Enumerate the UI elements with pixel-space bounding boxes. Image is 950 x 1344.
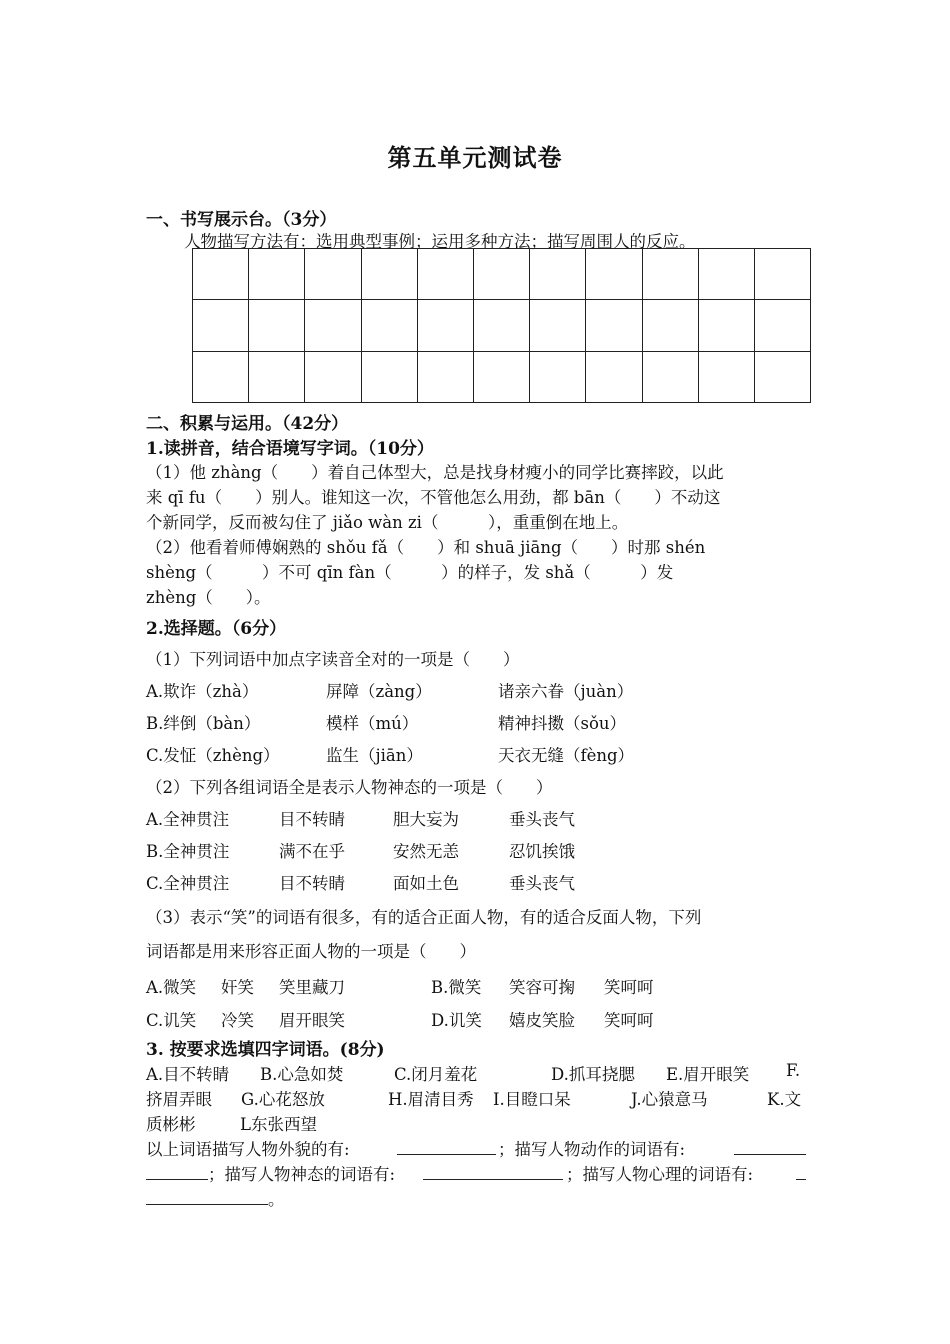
q3-word-k-label: K.文 — [767, 1090, 802, 1109]
q2-sub2-option-c-word2: 目不转睛 — [279, 874, 345, 893]
q3-word-j: J.心猿意马 — [631, 1090, 708, 1109]
q3-word-i: I.目瞪口呆 — [493, 1090, 571, 1109]
q2-heading: 2.选择题。（6分） — [146, 619, 287, 639]
q2-sub3-option-c-word2: 冷笑 — [221, 1011, 254, 1030]
q3-word-k: 质彬彬 — [146, 1115, 196, 1134]
grid-cell[interactable] — [754, 249, 810, 300]
q3-word-l: L东张西望 — [240, 1115, 317, 1134]
q3-fill-expression-blank[interactable] — [423, 1162, 563, 1180]
grid-cell[interactable] — [361, 351, 417, 402]
q2-sub3-option-b-word3: 笑呵呵 — [604, 978, 654, 997]
grid-cell[interactable] — [642, 351, 698, 402]
q2-sub3-option-a-word3: 笑里藏刀 — [279, 978, 345, 997]
q3-fill-appearance-blank[interactable] — [397, 1137, 496, 1155]
grid-cell[interactable] — [642, 249, 698, 300]
q2-sub3-stem-1: （3）表示“笑”的词语有很多，有的适合正面人物，有的适合反面人物，下列 — [146, 908, 702, 927]
q3-fill-action-label: ；描写人物动作的词语有: — [498, 1140, 686, 1159]
grid-cell[interactable] — [417, 351, 473, 402]
q2-sub3-stem-2: 词语都是用来形容正面人物的一项是（ ） — [146, 942, 476, 961]
grid-cell[interactable] — [305, 351, 361, 402]
q1-line-1: （1）他 zhàng（ ）着自己体型大，总是找身材瘦小的同学比赛摔跤，以此 — [146, 463, 724, 482]
q2-sub1-option-a-word2: 屏障（zàng） — [326, 682, 432, 701]
q3-word-g: G.心花怒放 — [241, 1090, 325, 1109]
q3-word-h: H.眉清目秀 — [388, 1090, 474, 1109]
q2-sub3-option-d: D.讥笑 — [431, 1011, 482, 1030]
q3-fill-appearance-label: 以上词语描写人物外貌的有: — [146, 1140, 350, 1159]
grid-cell[interactable] — [193, 300, 249, 351]
grid-row — [193, 351, 811, 402]
grid-cell[interactable] — [305, 300, 361, 351]
q3-heading: 3. 按要求选填四字词语。(8分) — [146, 1040, 385, 1060]
q2-sub2-option-b-word3: 安然无恙 — [393, 842, 459, 861]
grid-cell[interactable] — [473, 249, 529, 300]
q2-sub1-option-b: B.绊倒（bàn） — [146, 714, 261, 733]
grid-cell[interactable] — [698, 300, 754, 351]
grid-cell[interactable] — [361, 249, 417, 300]
q2-sub3-option-c: C.讥笑 — [146, 1011, 197, 1030]
grid-cell[interactable] — [754, 300, 810, 351]
q3-word-f: 挤眉弄眼 — [146, 1090, 212, 1109]
q2-sub1-option-b-word2: 模样（mú） — [326, 714, 419, 733]
q3-fill-psychology-blank[interactable] — [796, 1162, 806, 1180]
q3-end-mark: 。 — [268, 1190, 285, 1209]
q2-sub1-option-b-word3: 精神抖擞（sǒu） — [498, 714, 627, 733]
q3-word-b: B.心急如焚 — [260, 1065, 344, 1084]
grid-cell[interactable] — [754, 351, 810, 402]
q2-sub1-option-c-word3: 天衣无缝（fèng） — [498, 746, 635, 765]
q2-sub3-option-a-word2: 奸笑 — [221, 978, 254, 997]
grid-cell[interactable] — [586, 249, 642, 300]
grid-cell[interactable] — [586, 351, 642, 402]
q2-sub2-option-a-word2: 目不转睛 — [279, 810, 345, 829]
q2-sub2-option-b-word4: 忍饥挨饿 — [509, 842, 575, 861]
q1-line-2: 来 qī fu（ ）别人。谁知这一次，不管他怎么用劲，都 bān（ ）不动这 — [146, 488, 721, 507]
q2-sub1-option-a: A.欺诈（zhà） — [146, 682, 259, 701]
q3-word-f-label: F. — [786, 1061, 801, 1080]
grid-cell[interactable] — [417, 300, 473, 351]
grid-cell[interactable] — [249, 351, 305, 402]
q2-sub2-option-b: B.全神贯注 — [146, 842, 230, 861]
q3-fill-action-blank-cont[interactable] — [146, 1162, 208, 1180]
writing-grid[interactable] — [192, 248, 811, 403]
grid-cell[interactable] — [473, 351, 529, 402]
q2-sub2-option-a-word4: 垂头丧气 — [509, 810, 575, 829]
grid-cell[interactable] — [530, 300, 586, 351]
q2-sub1-option-c: C.发怔（zhèng） — [146, 746, 280, 765]
grid-cell[interactable] — [530, 249, 586, 300]
section1-text: 人物描写方法有：选用典型事例；运用多种方法；描写周围人的反应。 — [184, 232, 696, 251]
q1-line-3: 个新同学，反而被勾住了 jiǎo wàn zi（ ），重重倒在地上。 — [146, 513, 629, 532]
q3-fill-psychology-label: ；描写人物心理的词语有: — [566, 1165, 754, 1184]
q2-sub3-option-d-word3: 笑呵呵 — [604, 1011, 654, 1030]
q1-heading: 1.读拼音，结合语境写字词。（10分） — [146, 439, 434, 459]
grid-cell[interactable] — [473, 300, 529, 351]
q2-sub2-option-a-word3: 胆大妄为 — [393, 810, 459, 829]
section2-heading: 二、积累与运用。（42分） — [146, 414, 349, 434]
q2-sub2-option-a: A.全神贯注 — [146, 810, 230, 829]
q2-sub2-stem: （2）下列各组词语全是表示人物神态的一项是（ ） — [146, 778, 553, 797]
q2-sub2-option-b-word2: 满不在乎 — [279, 842, 345, 861]
q3-fill-action-blank[interactable] — [734, 1137, 806, 1155]
q2-sub2-option-c: C.全神贯注 — [146, 874, 230, 893]
q2-sub1-option-a-word3: 诸亲六眷（juàn） — [498, 682, 634, 701]
q2-sub3-option-b-word2: 笑容可掬 — [509, 978, 575, 997]
grid-cell[interactable] — [642, 300, 698, 351]
q3-fill-expression-label: ；描写人物神态的词语有: — [208, 1165, 396, 1184]
q3-word-d: D.抓耳挠腮 — [551, 1065, 635, 1084]
grid-cell[interactable] — [193, 249, 249, 300]
grid-cell[interactable] — [530, 351, 586, 402]
grid-cell[interactable] — [249, 249, 305, 300]
q3-word-c: C.闭月羞花 — [394, 1065, 478, 1084]
q1-line-5: shèng（ ）不可 qīn fàn（ ）的样子，发 shǎ（ ）发 — [146, 563, 674, 582]
q2-sub3-option-a: A.微笑 — [146, 978, 197, 997]
q3-word-e: E.眉开眼笑 — [666, 1065, 750, 1084]
q2-sub1-option-c-word2: 监生（jiān） — [326, 746, 423, 765]
grid-cell[interactable] — [698, 351, 754, 402]
page-title: 第五单元测试卷 — [387, 143, 563, 172]
grid-cell[interactable] — [417, 249, 473, 300]
q2-sub1-stem: （1）下列词语中加点字读音全对的一项是（ ） — [146, 650, 520, 669]
grid-cell[interactable] — [305, 249, 361, 300]
grid-cell[interactable] — [193, 351, 249, 402]
grid-cell[interactable] — [361, 300, 417, 351]
grid-cell[interactable] — [249, 300, 305, 351]
grid-row — [193, 300, 811, 351]
grid-cell[interactable] — [698, 249, 754, 300]
q2-sub3-option-d-word2: 嬉皮笑脸 — [509, 1011, 575, 1030]
q2-sub2-option-c-word4: 垂头丧气 — [509, 874, 575, 893]
grid-cell[interactable] — [586, 300, 642, 351]
q2-sub3-option-b: B.微笑 — [431, 978, 482, 997]
q2-sub2-option-c-word3: 面如土色 — [393, 874, 459, 893]
q1-line-4: （2）他看着师傅娴熟的 shǒu fǎ（ ）和 shuā jiāng（ ）时那 shén — [146, 538, 706, 557]
grid-row — [193, 249, 811, 300]
q3-word-a: A.目不转睛 — [146, 1065, 230, 1084]
q3-fill-psychology-blank-cont[interactable] — [146, 1187, 268, 1205]
section1-heading: 一、书写展示台。（3分） — [146, 210, 337, 230]
q1-line-6: zhèng（ ）。 — [146, 588, 271, 607]
q2-sub3-option-c-word3: 眉开眼笑 — [279, 1011, 345, 1030]
